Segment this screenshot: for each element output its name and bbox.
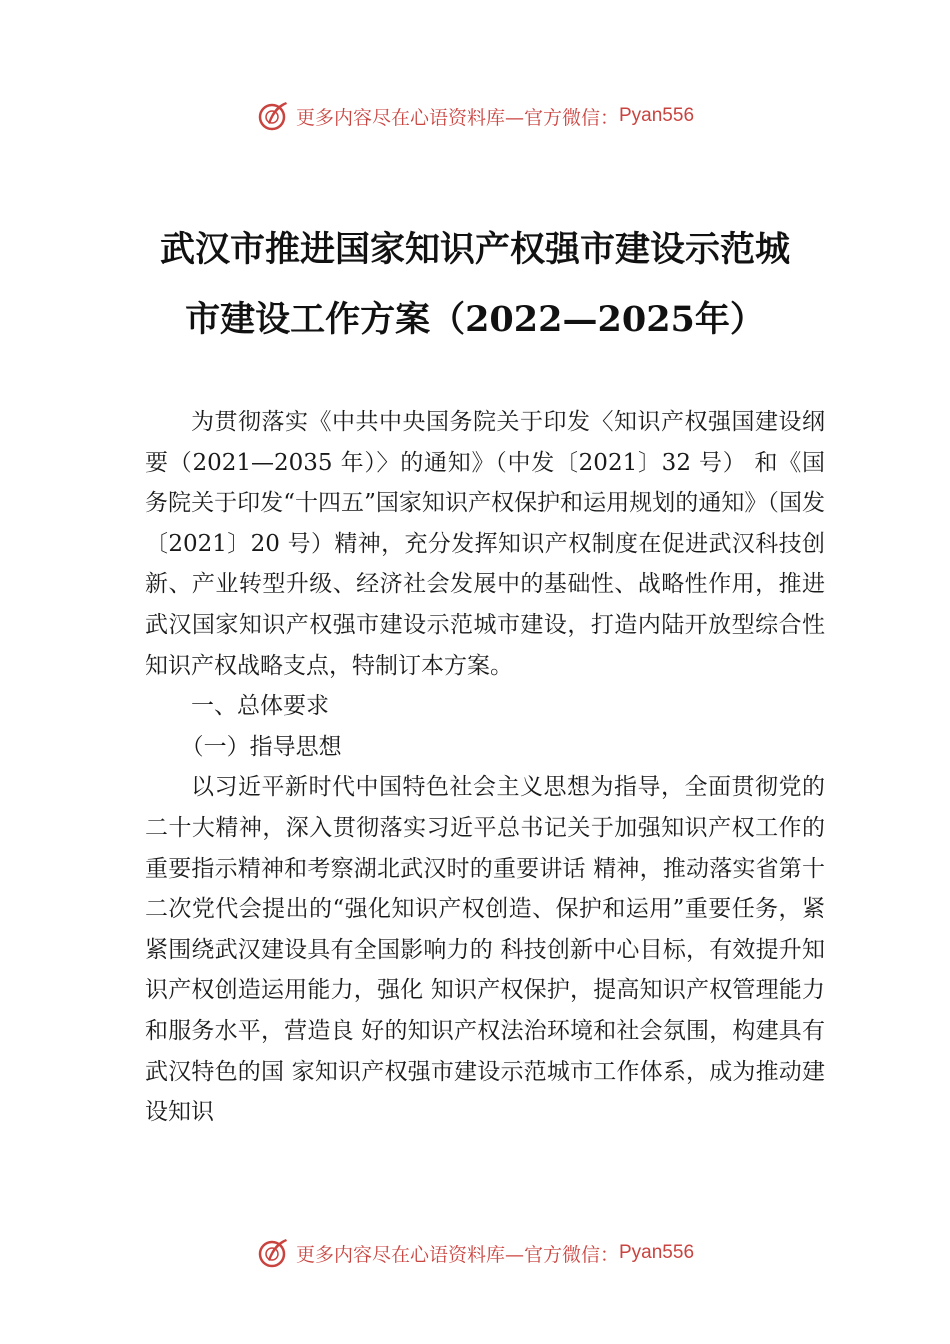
- document-body: [145, 402, 825, 1133]
- watermark-code: Pyan556: [619, 105, 695, 126]
- quill-logo-icon: [256, 1236, 290, 1270]
- subsection-heading: （一）指导思想: [180, 733, 342, 760]
- paragraph-intro: 为贯彻落实《中共中央国务院关于印发〈知识产权强国建设纲要（2021—2035 年）〉的通知》（中发〔2021〕32 号） 和《国务院关于印发“十四五”国家知识产权保护和运用规划的通知》（国发〔2021〕20 号）精神，充分发挥知识产权制度在促进武汉科技创新、产业转型升级、经济社会发展中的基础性、战略性作用，推进武汉国家知识产权强市建设示范城市建设，打造内陆开放型综合性知识产权战略支点，特制订本方案。: [145, 409, 825, 679]
- watermark-text: 更多内容尽在心语资料库—官方微信：: [295, 106, 619, 129]
- document-title-line-1: 武汉市推进国家知识产权强市建设示范城: [159, 229, 790, 270]
- quill-logo-icon: [256, 99, 290, 133]
- document-title-line-2: 市建设工作方案（2022—2025年）: [185, 299, 765, 340]
- watermark-footer: [0, 1233, 950, 1273]
- watermark-text: 更多内容尽在心语资料库—官方微信：: [295, 1243, 619, 1266]
- watermark-header: [0, 96, 950, 136]
- watermark-code: Pyan556: [619, 1242, 695, 1263]
- paragraph-guiding-ideology: 以习近平新时代中国特色社会主义思想为指导，全面贯彻党的二十大精神，深入贯彻落实习近平总书记关于加强知识产权工作的重要指示精神和考察湖北武汉时的重要讲话 精神，推动落实省第十二次党代会提出的“强化知识产权创造、保护和运用”重要任务，紧紧围绕武汉建设具有全国影响力的 科技创新中心目标，有效提升知识产权创造运用能力，强化 知识产权保护，提高知识产权管理能力和服务水平，营造良 好的知识产权法治环境和社会氛围，构建具有武汉特色的国 家知识产权强市建设示范城市工作体系，成为推动建设知识: [145, 774, 825, 1126]
- section-heading: 一、总体要求: [191, 693, 329, 720]
